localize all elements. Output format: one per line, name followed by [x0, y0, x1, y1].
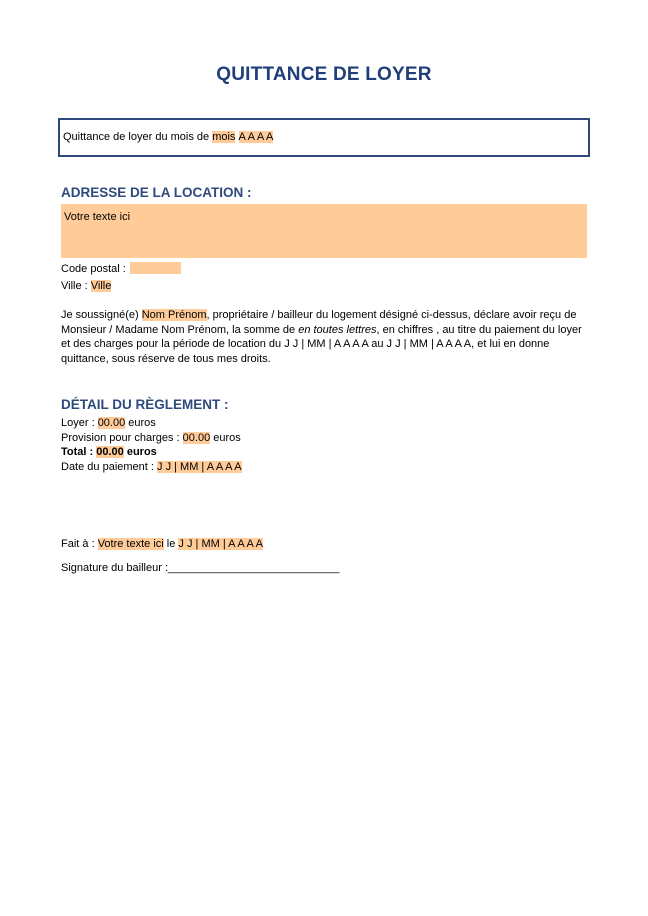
address-field[interactable]: [61, 204, 587, 258]
rent-unit: euros: [125, 417, 156, 429]
city-field[interactable]: Ville: [90, 280, 112, 292]
declaration-paragraph: [61, 308, 589, 366]
declaration-text-1: Je soussigné(e): [61, 309, 142, 321]
charges-field[interactable]: 00.00: [182, 432, 211, 444]
postal-code-label: Code postal :: [61, 263, 126, 275]
signature-label: Signature du bailleur :: [61, 562, 169, 574]
charges-line: [61, 432, 241, 444]
rent-line: [61, 417, 156, 429]
total-line: [61, 446, 157, 458]
payment-date-field[interactable]: J J | MM | A A A A: [157, 461, 242, 473]
signature-field[interactable]: ____________________________: [168, 562, 340, 574]
rent-field[interactable]: 00.00: [97, 417, 126, 429]
date-connector: le: [163, 538, 179, 550]
signature-line: [61, 562, 339, 574]
declaration-text-3: , en chiffres , au titre du paiement du loyer et des charges pour la période de location du J J | MM | A A A A au J J | MM | A A A A, et lui en donne quittance, sous réserve de tous mes droits.: [61, 323, 582, 365]
address-heading: ADRESSE DE LA LOCATION :: [61, 185, 252, 200]
charges-label: Provision pour charges :: [61, 432, 183, 444]
city-label: Ville :: [61, 280, 88, 292]
city-line: [61, 280, 111, 292]
total-field[interactable]: 00.00: [96, 446, 124, 458]
place-label: Fait à :: [61, 538, 98, 550]
year-field[interactable]: A A A A: [238, 131, 274, 143]
total-label: Total :: [61, 446, 97, 458]
month-line-prefix: Quittance de loyer du mois de: [63, 131, 213, 143]
payment-heading: DÉTAIL DU RÈGLEMENT :: [61, 397, 229, 412]
owner-name-field[interactable]: Nom Prénom: [141, 309, 207, 321]
month-box: [58, 118, 590, 157]
postal-code-field[interactable]: [130, 262, 181, 274]
total-unit: euros: [123, 446, 157, 458]
address-value: Votre texte ici: [64, 211, 131, 223]
declaration-text-2: , propriétaire / bailleur du logement désigné ci-dessus, déclare avoir reçu de Monsieur / Madame Nom Prénom, la somme de: [61, 309, 577, 336]
rent-label: Loyer :: [61, 417, 98, 429]
place-field[interactable]: Votre texte ici: [97, 538, 164, 550]
month-line: [63, 131, 273, 143]
month-field[interactable]: mois: [212, 131, 236, 143]
payment-date-line: [61, 461, 242, 473]
page-title: QUITTANCE DE LOYER: [216, 64, 432, 85]
charges-unit: euros: [210, 432, 241, 444]
amount-words: en toutes lettres: [298, 323, 377, 336]
place-date-line: [61, 538, 263, 550]
signing-date-field[interactable]: J J | MM | A A A A: [178, 538, 264, 550]
payment-date-label: Date du paiement :: [61, 461, 158, 473]
postal-code-line: [61, 262, 181, 275]
